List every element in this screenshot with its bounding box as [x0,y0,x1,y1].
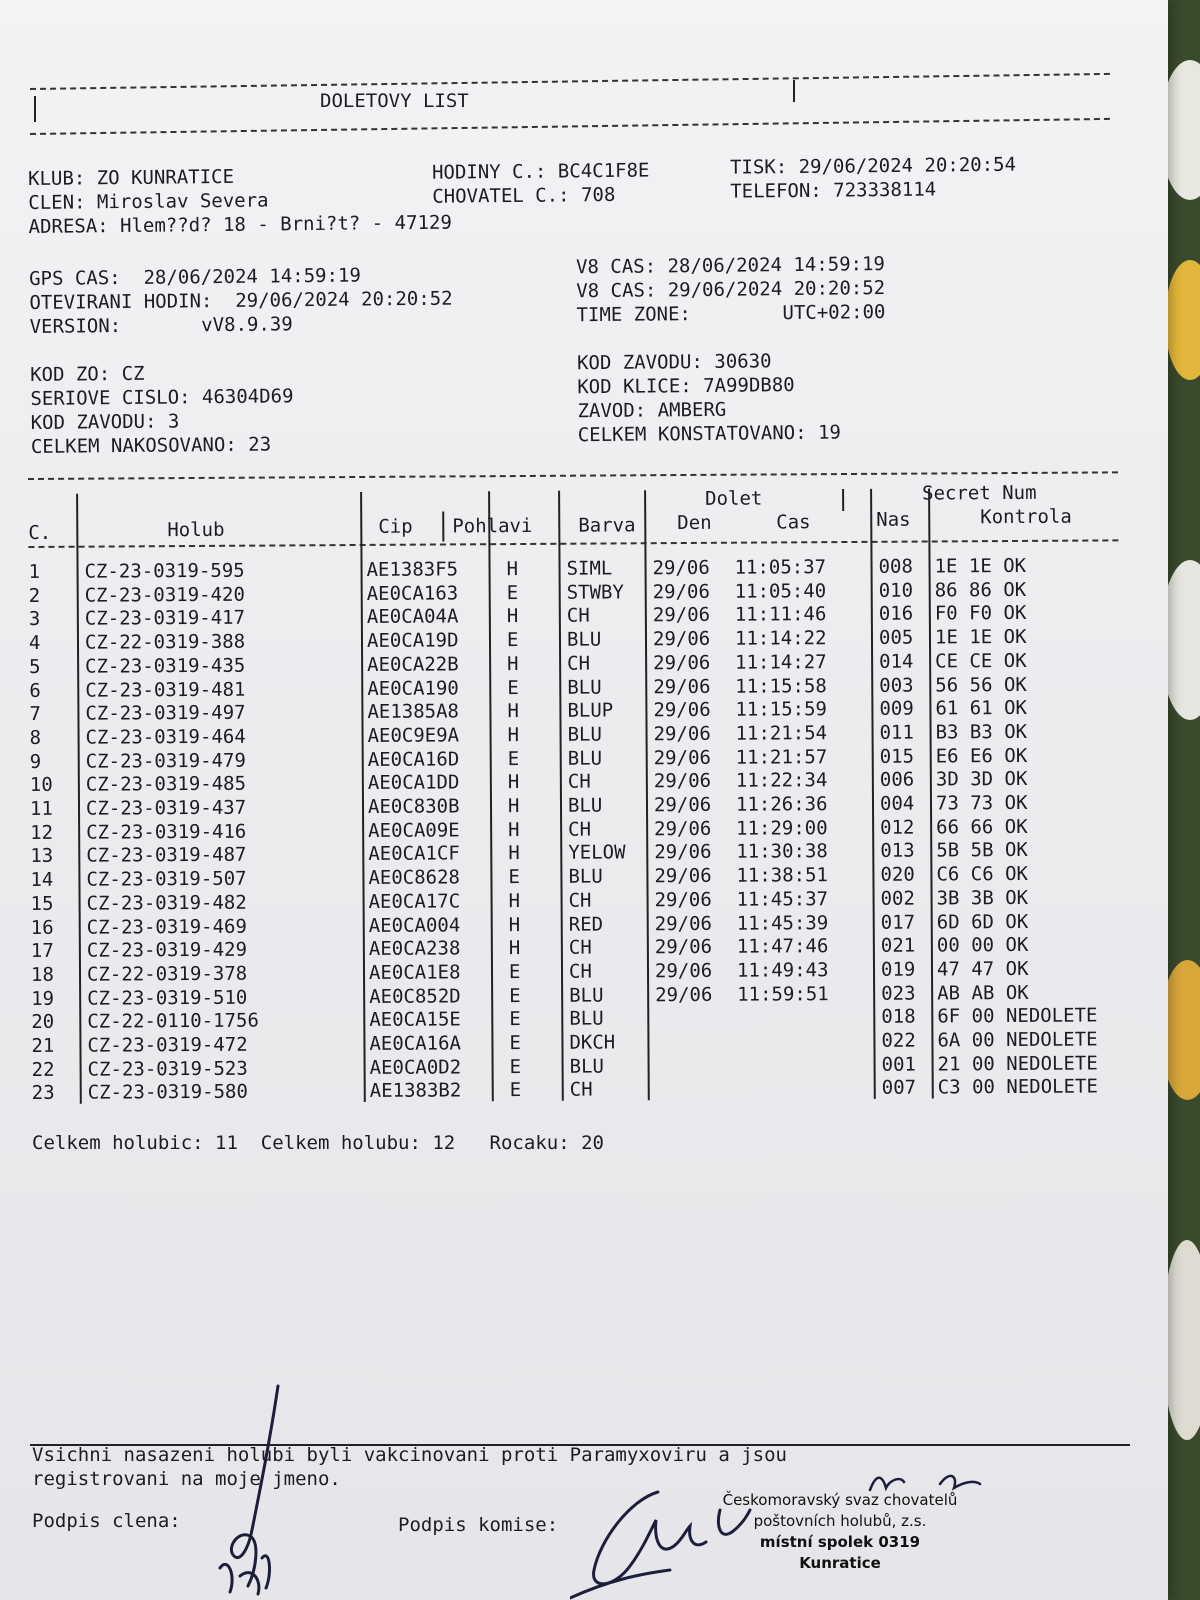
cell-cas: 11:49:43 [736,959,829,982]
cell-kontrola: C6 C6 OK [936,863,1029,886]
cell-nas: 012 [880,816,915,839]
cell-nas: 011 [879,721,914,744]
cell-cip: AE0CA16A [369,1032,462,1055]
cell-barva: CH [567,652,591,675]
cell-cas: 11:30:38 [736,840,828,864]
club-stamp [690,1490,990,1574]
cell-pohlavi: E [506,629,519,652]
cell-pohlavi: E [509,1079,522,1102]
cell-pohlavi: H [508,818,520,841]
cell-kontrola: 47 47 OK [936,957,1029,981]
cell-cas: 11:11:46 [734,603,827,627]
cell-barva: CH [568,960,592,983]
cell-holub: CZ-23-0319-417 [84,607,246,631]
cell-den: 29/06 [653,675,711,698]
cell-pohlavi: H [507,700,519,723]
cell-holub: CZ-23-0319-479 [85,749,246,773]
cell-kontrola: C3 00 NEDOLETE [937,1075,1098,1099]
totals-line: Celkem holubic: 11 Celkem holubu: 12 Rocaku: 20 [32,1132,604,1154]
podpis-komise-label: Podpis komise: [398,1514,559,1536]
cell-c: 5 [29,655,41,678]
vaccination-statement-line1: Vsichni nasazeni holubi byli vakcinovani proti Paramyxoviru a jsou [32,1444,787,1466]
cell-nas: 018 [881,1005,916,1029]
cell-nas: 009 [879,697,914,721]
cell-holub: CZ-23-0319-429 [86,938,248,962]
cell-pohlavi: E [508,960,521,983]
cell-cas: 11:47:46 [736,935,829,958]
cell-nas: 001 [881,1053,916,1076]
cell-barva: BLUP [567,699,614,722]
col-header-holub: Holub [167,518,225,542]
cell-cas: 11:14:27 [735,650,827,674]
col-header-cip: Cip [378,515,413,538]
cell-cip: AE1383F5 [366,558,459,581]
cell-holub: CZ-23-0319-420 [84,583,245,607]
cell-cip: AE0CA22B [367,653,459,676]
v8-cas-2: V8 CAS: 29/06/2024 20:20:52 [576,277,886,303]
cell-kontrola: 6D 6D OK [936,910,1029,933]
cell-c: 10 [29,774,53,797]
cell-c: 3 [28,608,41,631]
cell-holub: CZ-22-0319-378 [86,962,248,986]
cell-kontrola: 61 61 OK [935,697,1027,720]
cell-nas: 008 [878,555,913,578]
cell-nas: 016 [878,602,914,626]
cell-cip: AE0CA1CF [368,842,460,866]
clen: CLEN: Miroslav Severa [28,189,269,215]
cell-pohlavi: E [509,984,521,1007]
cell-cas: 11:05:37 [734,556,827,579]
celkem-nakosovano: CELKEM NAKOSOVANO: 23 [30,433,272,459]
col-header-secret-num: Secret Num [922,481,1037,505]
seriove-cislo: SERIOVE CISLO: 46304D69 [30,385,294,411]
kod-zavodu-left: KOD ZAVODU: 3 [30,410,180,435]
cell-den: 29/06 [653,722,711,746]
cell-den: 29/06 [653,699,711,722]
cell-cas: 11:45:39 [736,911,829,935]
cell-holub: CZ-23-0319-416 [86,820,247,844]
cell-kontrola: CE CE OK [935,649,1027,673]
cell-cip: AE0CA04A [366,605,459,629]
cell-pohlavi: H [507,652,519,675]
cell-den: 29/06 [652,556,710,580]
cell-cip: AE0C852D [369,984,461,1008]
cell-cas: 11:59:51 [737,982,829,1006]
cell-barva: BLU [569,984,604,1007]
kod-klice: KOD KLICE: 7A99DB80 [577,374,795,399]
col-header-den: Den [677,511,712,535]
cell-cip: AE1385A8 [367,700,460,724]
tisk: TISK: 29/06/2024 20:20:54 [729,153,1017,179]
background-flower [1165,260,1200,380]
cell-pohlavi: H [507,795,520,818]
cell-c: 13 [30,845,54,868]
cell-c: 20 [31,1011,55,1034]
cell-cip: AE0C9E9A [367,724,460,747]
cell-holub: CZ-22-0110-1756 [87,1009,259,1033]
cell-cip: AE0C8628 [368,866,461,890]
cell-nas: 023 [881,982,916,1005]
col-header-c: C. [28,521,52,545]
cell-kontrola: 56 56 OK [935,673,1027,696]
col-header-pohlavi: Pohlavi [452,514,533,538]
cell-c: 6 [29,679,41,702]
cell-kontrola: 3D 3D OK [935,768,1028,791]
cell-den: 29/06 [654,959,713,983]
cell-cip: AE0CA190 [367,676,459,700]
cell-barva: BLU [568,865,603,888]
col-header-nas: Nas [876,508,911,531]
member-signature [200,1380,320,1600]
cell-c: 11 [29,797,53,821]
cell-pohlavi: H [508,889,521,912]
cell-cas: 11:45:37 [736,887,829,911]
cell-barva: BLU [569,1055,604,1078]
cell-c: 4 [28,632,41,655]
cell-kontrola: B3 B3 OK [935,720,1028,744]
cell-cip: AE0CA19D [366,629,459,653]
cell-kontrola: 6A 00 NEDOLETE [937,1028,1098,1052]
celkem-konstatovano: CELKEM KONSTATOVANO: 19 [577,421,842,447]
cell-barva: CH [566,604,590,628]
cell-kontrola: 86 86 OK [934,578,1027,602]
cell-cip: AE0C830B [367,795,460,818]
cell-holub: CZ-23-0319-435 [85,654,246,678]
cell-nas: 004 [879,792,915,815]
vaccination-statement-line2: registrovani na moje jmeno. [32,1468,341,1490]
cell-cip: AE0CA15E [369,1008,461,1032]
cell-c: 8 [29,726,42,749]
cell-den: 29/06 [654,817,712,840]
cell-barva: BLU [567,794,603,817]
col-header-kontrola: Kontrola [980,505,1072,529]
cell-barva: BLU [569,1007,604,1031]
cell-nas: 017 [880,911,916,934]
stamp-line-2: poštovních holubů, z.s. [753,1512,927,1530]
stamp-line-4: Kunratice [799,1554,881,1572]
cell-den: 29/06 [654,841,712,864]
cell-pohlavi: H [507,771,520,794]
cell-kontrola: E6 E6 OK [935,744,1028,768]
cell-pohlavi: H [507,723,520,746]
cell-den: 29/06 [653,651,711,674]
cell-barva: CH [568,936,592,959]
cell-barva: CH [568,818,592,841]
chovatel: CHOVATEL C.: 708 [432,183,616,208]
cell-kontrola: 6F 00 NEDOLETE [937,1004,1098,1028]
cell-kontrola: 21 00 NEDOLETE [937,1052,1098,1076]
kod-zo: KOD ZO: CZ [30,362,145,387]
cell-c: 12 [30,821,54,844]
cell-holub: CZ-23-0319-497 [85,701,246,725]
cell-c: 23 [31,1082,55,1105]
cell-barva: BLU [567,747,603,770]
cell-pohlavi: H [506,605,519,628]
cell-cip: AE0CA1E8 [368,961,461,984]
cell-kontrola: 1E 1E OK [934,626,1027,649]
cell-pohlavi: E [509,1008,521,1031]
col-sep [842,489,844,511]
cell-c: 1 [28,560,41,584]
cell-barva: DKCH [569,1031,616,1054]
cell-nas: 005 [878,626,914,649]
cell-barva: RED [568,913,604,936]
cell-barva: CH [569,1078,593,1102]
cell-nas: 003 [879,674,914,697]
cell-kontrola: 1E 1E OK [934,554,1027,578]
col-header-barva: Barva [578,514,636,537]
cell-cas: 11:15:59 [735,698,827,721]
cell-c: 21 [31,1034,55,1058]
cell-barva: CH [567,770,591,794]
cell-barva: CH [568,889,592,912]
cell-pohlavi: H [508,913,521,936]
cell-nas: 019 [880,958,916,981]
otevirani-hodin: OTEVIRANI HODIN: 29/06/2024 20:20:52 [29,287,453,315]
cell-cas: 11:29:00 [736,816,828,840]
cell-cip: AE0CA17C [368,890,461,913]
cell-barva: BLU [566,628,602,651]
cell-kontrola: 5B 5B OK [936,839,1028,862]
podpis-clena-label: Podpis clena: [32,1510,181,1532]
cell-barva: SIML [566,557,613,580]
cell-den: 29/06 [652,627,711,651]
cell-holub: CZ-23-0319-485 [85,772,247,796]
cell-holub: CZ-23-0319-437 [85,796,247,820]
cell-nas: 014 [879,650,914,673]
cell-cas: 11:26:36 [735,793,828,816]
hodiny: HODINY C.: BC4C1F8E [431,159,650,184]
cell-cip: AE1383B2 [369,1079,462,1103]
cell-pohlavi: H [508,842,520,865]
cell-pohlavi: E [509,1055,522,1078]
adresa: ADRESA: Hlem??d? 18 - Brni?t? - 47129 [28,211,452,239]
document-title: DOLETOVY LIST [320,90,469,112]
cell-cip: AE0CA163 [366,582,459,605]
cell-holub: CZ-23-0319-580 [87,1081,248,1105]
telefon: TELEFON: 723338114 [730,178,937,203]
cell-holub: CZ-23-0319-464 [85,725,246,749]
cell-den: 29/06 [653,746,711,769]
cell-den: 29/06 [652,604,711,627]
zavod: ZAVOD: AMBERG [577,398,727,423]
cell-holub: CZ-23-0319-595 [84,559,245,583]
cell-cip: AE0CA1DD [367,771,460,795]
cell-nas: 010 [878,579,914,602]
cell-kontrola: 73 73 OK [935,791,1028,815]
cell-barva: BLU [567,676,602,699]
version: VERSION: vV8.9.39 [29,313,293,339]
cell-cip: AE0CA09E [368,819,460,842]
cell-nas: 021 [880,934,916,957]
cell-kontrola: AB AB OK [937,981,1029,1005]
cell-holub: CZ-23-0319-482 [86,891,247,915]
kod-zavodu-right: KOD ZAVODU: 30630 [576,350,772,375]
time-zone: TIME ZONE: UTC+02:00 [576,301,886,327]
cell-cas: 11:05:40 [734,579,827,603]
cell-nas: 022 [881,1029,916,1052]
cell-c: 14 [30,868,54,892]
cell-cip: AE0CA004 [368,913,461,937]
col-sep [442,511,444,541]
cell-c: 9 [29,750,42,773]
cell-holub: CZ-23-0319-523 [87,1057,248,1081]
cell-c: 17 [30,940,54,963]
stamp-line-1: Českomoravský svaz chovatelů [722,1491,958,1509]
cell-nas: 006 [879,768,915,792]
table-rule-top [28,471,1118,480]
cell-kontrola: 3B 3B OK [936,886,1029,910]
cell-c: 22 [31,1058,55,1081]
cell-holub: CZ-23-0319-510 [87,986,248,1010]
cell-pohlavi: E [508,866,520,889]
cell-holub: CZ-23-0319-469 [86,915,247,939]
cell-cas: 11:22:34 [735,769,828,792]
cell-cas: 11:21:54 [735,722,828,745]
cell-barva: STWBY [566,581,624,604]
cell-den: 29/06 [654,936,713,959]
cell-den: 29/06 [653,793,712,817]
cell-den: 29/06 [653,770,712,793]
cell-cip: AE0CA0D2 [369,1056,462,1079]
cell-den: 29/06 [652,580,710,603]
cell-c: 16 [30,916,54,939]
cell-c: 15 [30,892,54,915]
cell-cip: AE0CA238 [368,937,461,961]
cell-den: 29/06 [654,912,712,935]
cell-den: 29/06 [655,983,713,1006]
cell-c: 18 [30,963,54,986]
cell-c: 2 [28,584,41,607]
cell-nas: 007 [881,1076,917,1100]
cell-kontrola: 66 66 OK [936,815,1028,839]
cell-den: 29/06 [654,888,712,911]
cell-nas: 013 [880,839,915,863]
cell-holub: CZ-22-0319-388 [84,630,246,654]
cell-cas: 11:21:57 [735,745,828,769]
cell-pohlavi: E [506,581,519,604]
cell-barva: BLU [567,723,602,746]
cell-holub: CZ-23-0319-487 [86,844,247,868]
cell-nas: 015 [879,745,915,768]
cell-cip: AE0CA16D [367,747,460,771]
cell-holub: CZ-23-0319-481 [85,678,246,702]
cell-kontrola: F0 F0 OK [934,602,1027,625]
cell-holub: CZ-23-0319-472 [87,1033,248,1057]
cell-nas: 002 [880,887,915,910]
cell-kontrola: 00 00 OK [936,934,1029,957]
cell-pohlavi: E [507,676,519,699]
cell-pohlavi: H [506,558,519,581]
gps-cas: GPS CAS: 28/06/2024 14:59:19 [29,264,361,291]
cell-cas: 11:38:51 [736,864,829,887]
v8-cas-1: V8 CAS: 28/06/2024 14:59:19 [575,253,886,279]
stamp-line-3: místní spolek 0319 [759,1533,921,1551]
cell-pohlavi: H [508,937,521,960]
cell-pohlavi: E [509,1032,521,1055]
col-header-dolet: Dolet [705,487,763,510]
col-header-cas: Cas [776,511,811,534]
cell-c: 19 [31,987,55,1010]
klub: KLUB: ZO KUNRATICE [27,165,235,191]
cell-c: 7 [29,703,41,726]
cell-cas: 11:14:22 [734,627,827,650]
cell-barva: YELOW [568,841,626,865]
cell-nas: 020 [880,863,915,886]
cell-cas: 11:15:58 [735,674,827,698]
cell-den: 29/06 [654,864,712,888]
cell-holub: CZ-23-0319-507 [86,867,247,891]
cell-pohlavi: E [507,747,520,770]
